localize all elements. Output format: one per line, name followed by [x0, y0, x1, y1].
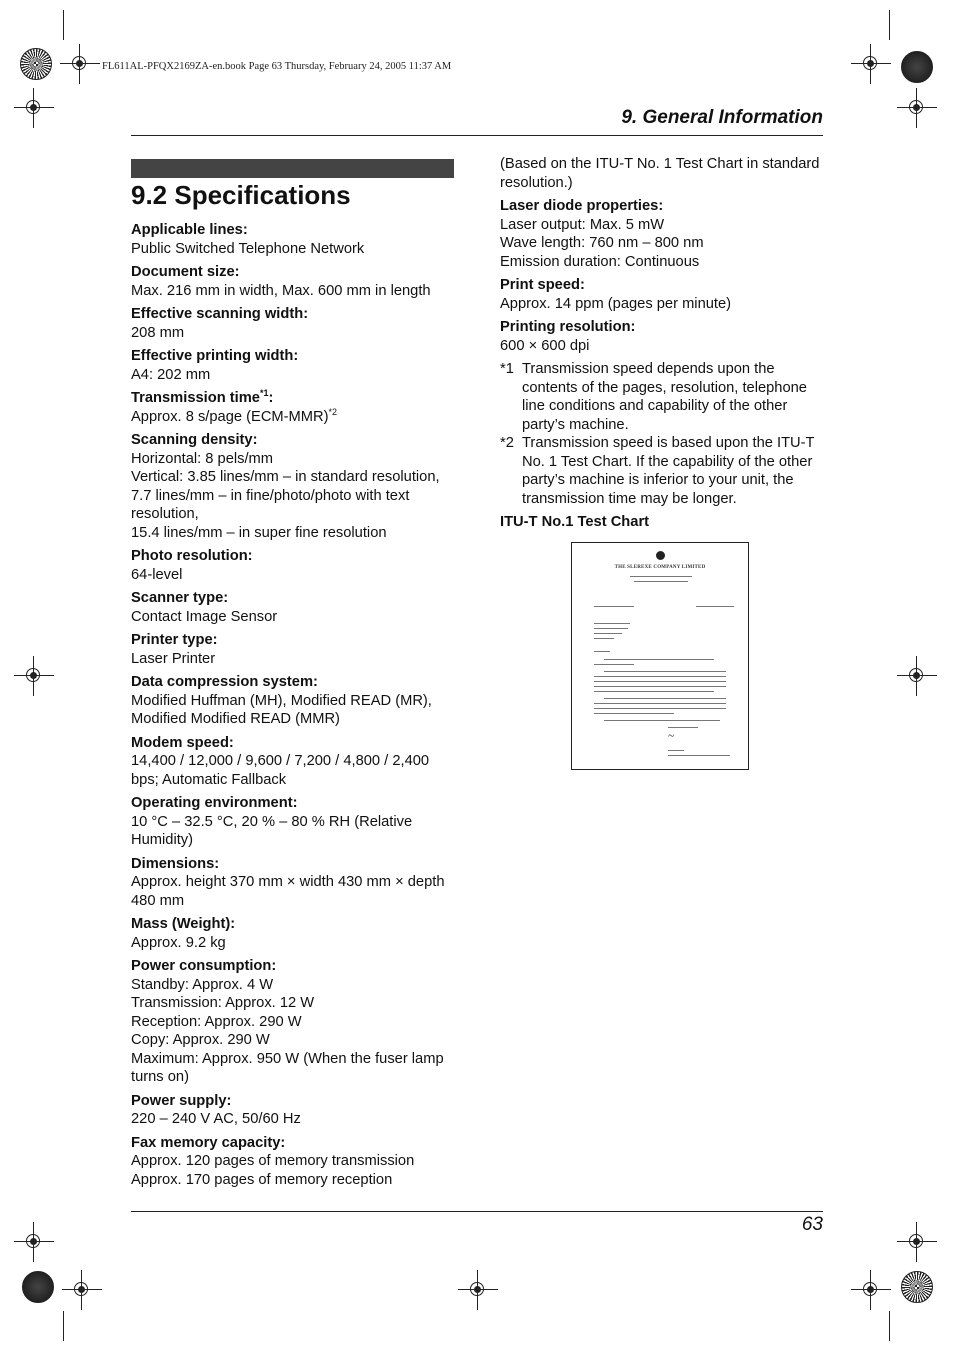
spec-label: Mass (Weight): [131, 916, 236, 932]
registration-mark-bottom-right [851, 1270, 891, 1310]
letter-text-line [594, 628, 628, 629]
footnote-text: Transmission speed depends upon the contents of the pages, resolution, telephone line conditions and capability of the other party’s machine. [522, 361, 807, 433]
bottom-left-color-rose [22, 1271, 54, 1303]
test-chart-image [571, 542, 749, 770]
spec-label-colon: : [268, 390, 274, 406]
spec-document-size [131, 263, 456, 300]
footnote-ref-2: *2 [328, 406, 338, 417]
footer-rule [131, 1211, 823, 1212]
spec-value: Approx. 9.2 kg [131, 934, 226, 951]
spec-label: Power consumption: [131, 958, 277, 974]
spec-printing-resolution [500, 318, 824, 355]
heading-bar [131, 159, 454, 178]
spec-label: Modem speed: [131, 734, 234, 751]
spec-label: Fax memory capacity: [131, 1134, 286, 1151]
spec-label: Data compression system: [131, 674, 318, 690]
signature-icon: ~ [668, 730, 674, 742]
spec-value: A4: 202 mm [131, 366, 211, 383]
letter-text-line [604, 659, 714, 660]
spec-value: Approx. height 370 mm × width 430 mm × depth 480 mm [131, 874, 445, 909]
spec-fax-memory [131, 1134, 456, 1190]
crop-tick [889, 10, 890, 40]
spec-scanning-density [131, 431, 456, 542]
header-rule [131, 135, 823, 136]
spec-value: 220 – 240 V AC, 50/60 Hz [131, 1111, 301, 1127]
spec-value: Laser output: Max. 5 mW Wave length: 760 nm – 800 nm Emission duration: Continuous [500, 216, 704, 270]
crop-tick [889, 1311, 890, 1341]
spec-value: Max. 216 mm in width, Max. 600 mm in length [131, 282, 431, 299]
spec-dimensions [131, 855, 456, 911]
spec-label: Laser diode properties: [500, 198, 664, 214]
spec-label: Power supply: [131, 1092, 232, 1109]
spec-label: Scanner type: [131, 590, 229, 606]
letter-text-line [668, 750, 684, 751]
letter-text-line [594, 676, 726, 677]
test-chart-label: ITU-T No.1 Test Chart [500, 514, 650, 530]
registration-mark-right-lower [897, 1222, 937, 1262]
page-heading: 9.2 Specifications [131, 180, 351, 210]
right-intro: (Based on the ITU-T No. 1 Test Chart in standard resolution.) [500, 156, 820, 191]
spec-label: Print speed: [500, 277, 585, 293]
registration-mark-bottom-center [458, 1270, 498, 1310]
registration-mark-bottom-left [62, 1270, 102, 1310]
spec-value: 64-level [131, 566, 183, 583]
spec-photo-resolution [131, 547, 456, 584]
spec-print-speed [500, 276, 824, 313]
spec-label [131, 389, 456, 408]
spec-printer-type [131, 631, 456, 668]
letter-text-line [594, 651, 610, 652]
letter-text-line [634, 581, 688, 582]
spec-label: Dimensions: [131, 855, 220, 872]
spec-operating-environment [131, 794, 456, 850]
spec-transmission-time [131, 389, 456, 426]
spec-label: Operating environment: [131, 795, 298, 811]
top-left-color-rose [20, 48, 52, 80]
spec-value: 208 mm [131, 324, 185, 341]
spec-value: Laser Printer [131, 650, 216, 667]
spec-value: Horizontal: 8 pels/mm Vertical: 3.85 lines/mm – in standard resolution, 7.7 lines/mm – in fine/photo/photo with text resolution, 15.4 lines/mm – in super fine resolution [131, 450, 440, 541]
letter-text-line [604, 671, 726, 672]
footnote-ref-1: *1 [259, 388, 269, 399]
letter-text-line [594, 633, 622, 634]
spec-value: Contact Image Sensor [131, 608, 278, 625]
footnote-mark: *2 [500, 435, 514, 451]
spec-value-text: Approx. 8 s/page (ECM-MMR) [131, 408, 329, 425]
letter-text-line [604, 698, 726, 699]
crop-tick [63, 10, 64, 40]
crop-header: FL611AL-PFQX2169ZA-en.book Page 63 Thursday, February 24, 2005 11:37 AM [102, 61, 452, 72]
spec-scanning-width [131, 305, 456, 342]
spec-value: Modified Huffman (MH), Modified READ (MR), Modified Modified READ (MMR) [131, 692, 432, 727]
letter-text-line [594, 664, 634, 665]
spec-label: Applicable lines: [131, 222, 248, 238]
registration-mark-left-upper [14, 88, 54, 128]
registration-mark-left-lower [14, 1222, 54, 1262]
spec-scanner-type [131, 589, 456, 626]
footnote-2 [500, 434, 824, 508]
registration-mark-right-upper [897, 88, 937, 128]
spec-value: Approx. 120 pages of memory transmission Approx. 170 pages of memory reception [131, 1153, 415, 1188]
spec-value: 10 °C – 32.5 °C, 20 % – 80 % RH (Relative Humidity) [131, 813, 413, 848]
company-logo-icon [656, 551, 665, 560]
letter-text-line [594, 703, 726, 704]
spec-laser-diode [500, 197, 824, 271]
spec-label: Effective scanning width: [131, 306, 309, 322]
test-chart-company: THE SLEREXE COMPANY LIMITED [614, 565, 706, 570]
spec-value [131, 408, 456, 427]
spec-label: Printing resolution: [500, 319, 636, 335]
registration-mark-top-left [60, 44, 100, 84]
spec-label: Scanning density: [131, 432, 258, 448]
crop-tick [63, 1311, 64, 1341]
spec-applicable-lines [131, 221, 456, 258]
letter-text-line [594, 681, 726, 682]
left-column [131, 221, 456, 1194]
spec-value: Standby: Approx. 4 W Transmission: Approx. 12 W Reception: Approx. 290 W Copy: Approx. 290 W Maximum: Approx. 950 W (When the fuser lamp turns on) [131, 976, 444, 1085]
right-column [500, 155, 824, 532]
spec-label: Effective printing width: [131, 348, 299, 364]
spec-modem-speed [131, 734, 456, 790]
spec-label: Document size: [131, 264, 240, 280]
letter-text-line [668, 755, 730, 756]
letter-text-line [594, 713, 674, 714]
letter-text-line [696, 606, 734, 607]
spec-value: 600 × 600 dpi [500, 337, 590, 354]
spec-data-compression [131, 673, 456, 729]
spec-label: Printer type: [131, 632, 218, 648]
top-right-color-rose [901, 51, 933, 83]
spec-label: Photo resolution: [131, 548, 253, 564]
letter-text-line [668, 727, 698, 728]
registration-mark-right-middle [897, 656, 937, 696]
spec-value: Approx. 14 ppm (pages per minute) [500, 295, 732, 312]
spec-power-consumption [131, 957, 456, 1087]
letter-text-line [594, 691, 714, 692]
letter-text-line [630, 576, 692, 577]
letter-text-line [604, 720, 720, 721]
spec-value: 14,400 / 12,000 / 9,600 / 7,200 / 4,800 / 2,400 bps; Automatic Fallback [131, 753, 430, 788]
spec-mass [131, 915, 456, 952]
letter-text-line [594, 686, 726, 687]
footnote-1 [500, 360, 824, 434]
letter-text-line [594, 708, 726, 709]
footnote-text: Transmission speed is based upon the ITU-T No. 1 Test Chart. If the capability of the other party’s machine is inferior to your unit, the transmission time may be longer. [522, 435, 815, 507]
spec-printing-width [131, 347, 456, 384]
letter-text-line [594, 606, 634, 607]
spec-label-text: Transmission time [131, 390, 260, 406]
spec-power-supply [131, 1092, 456, 1129]
registration-mark-top-right [851, 44, 891, 84]
bottom-right-color-rose [901, 1271, 933, 1303]
spec-value: Public Switched Telephone Network [131, 240, 365, 257]
section-title: 9. General Information [621, 107, 823, 128]
registration-mark-left-middle [14, 656, 54, 696]
page-number: 63 [801, 1214, 823, 1235]
letter-text-line [594, 638, 614, 639]
footnote-mark: *1 [500, 361, 514, 377]
letter-text-line [594, 623, 630, 624]
